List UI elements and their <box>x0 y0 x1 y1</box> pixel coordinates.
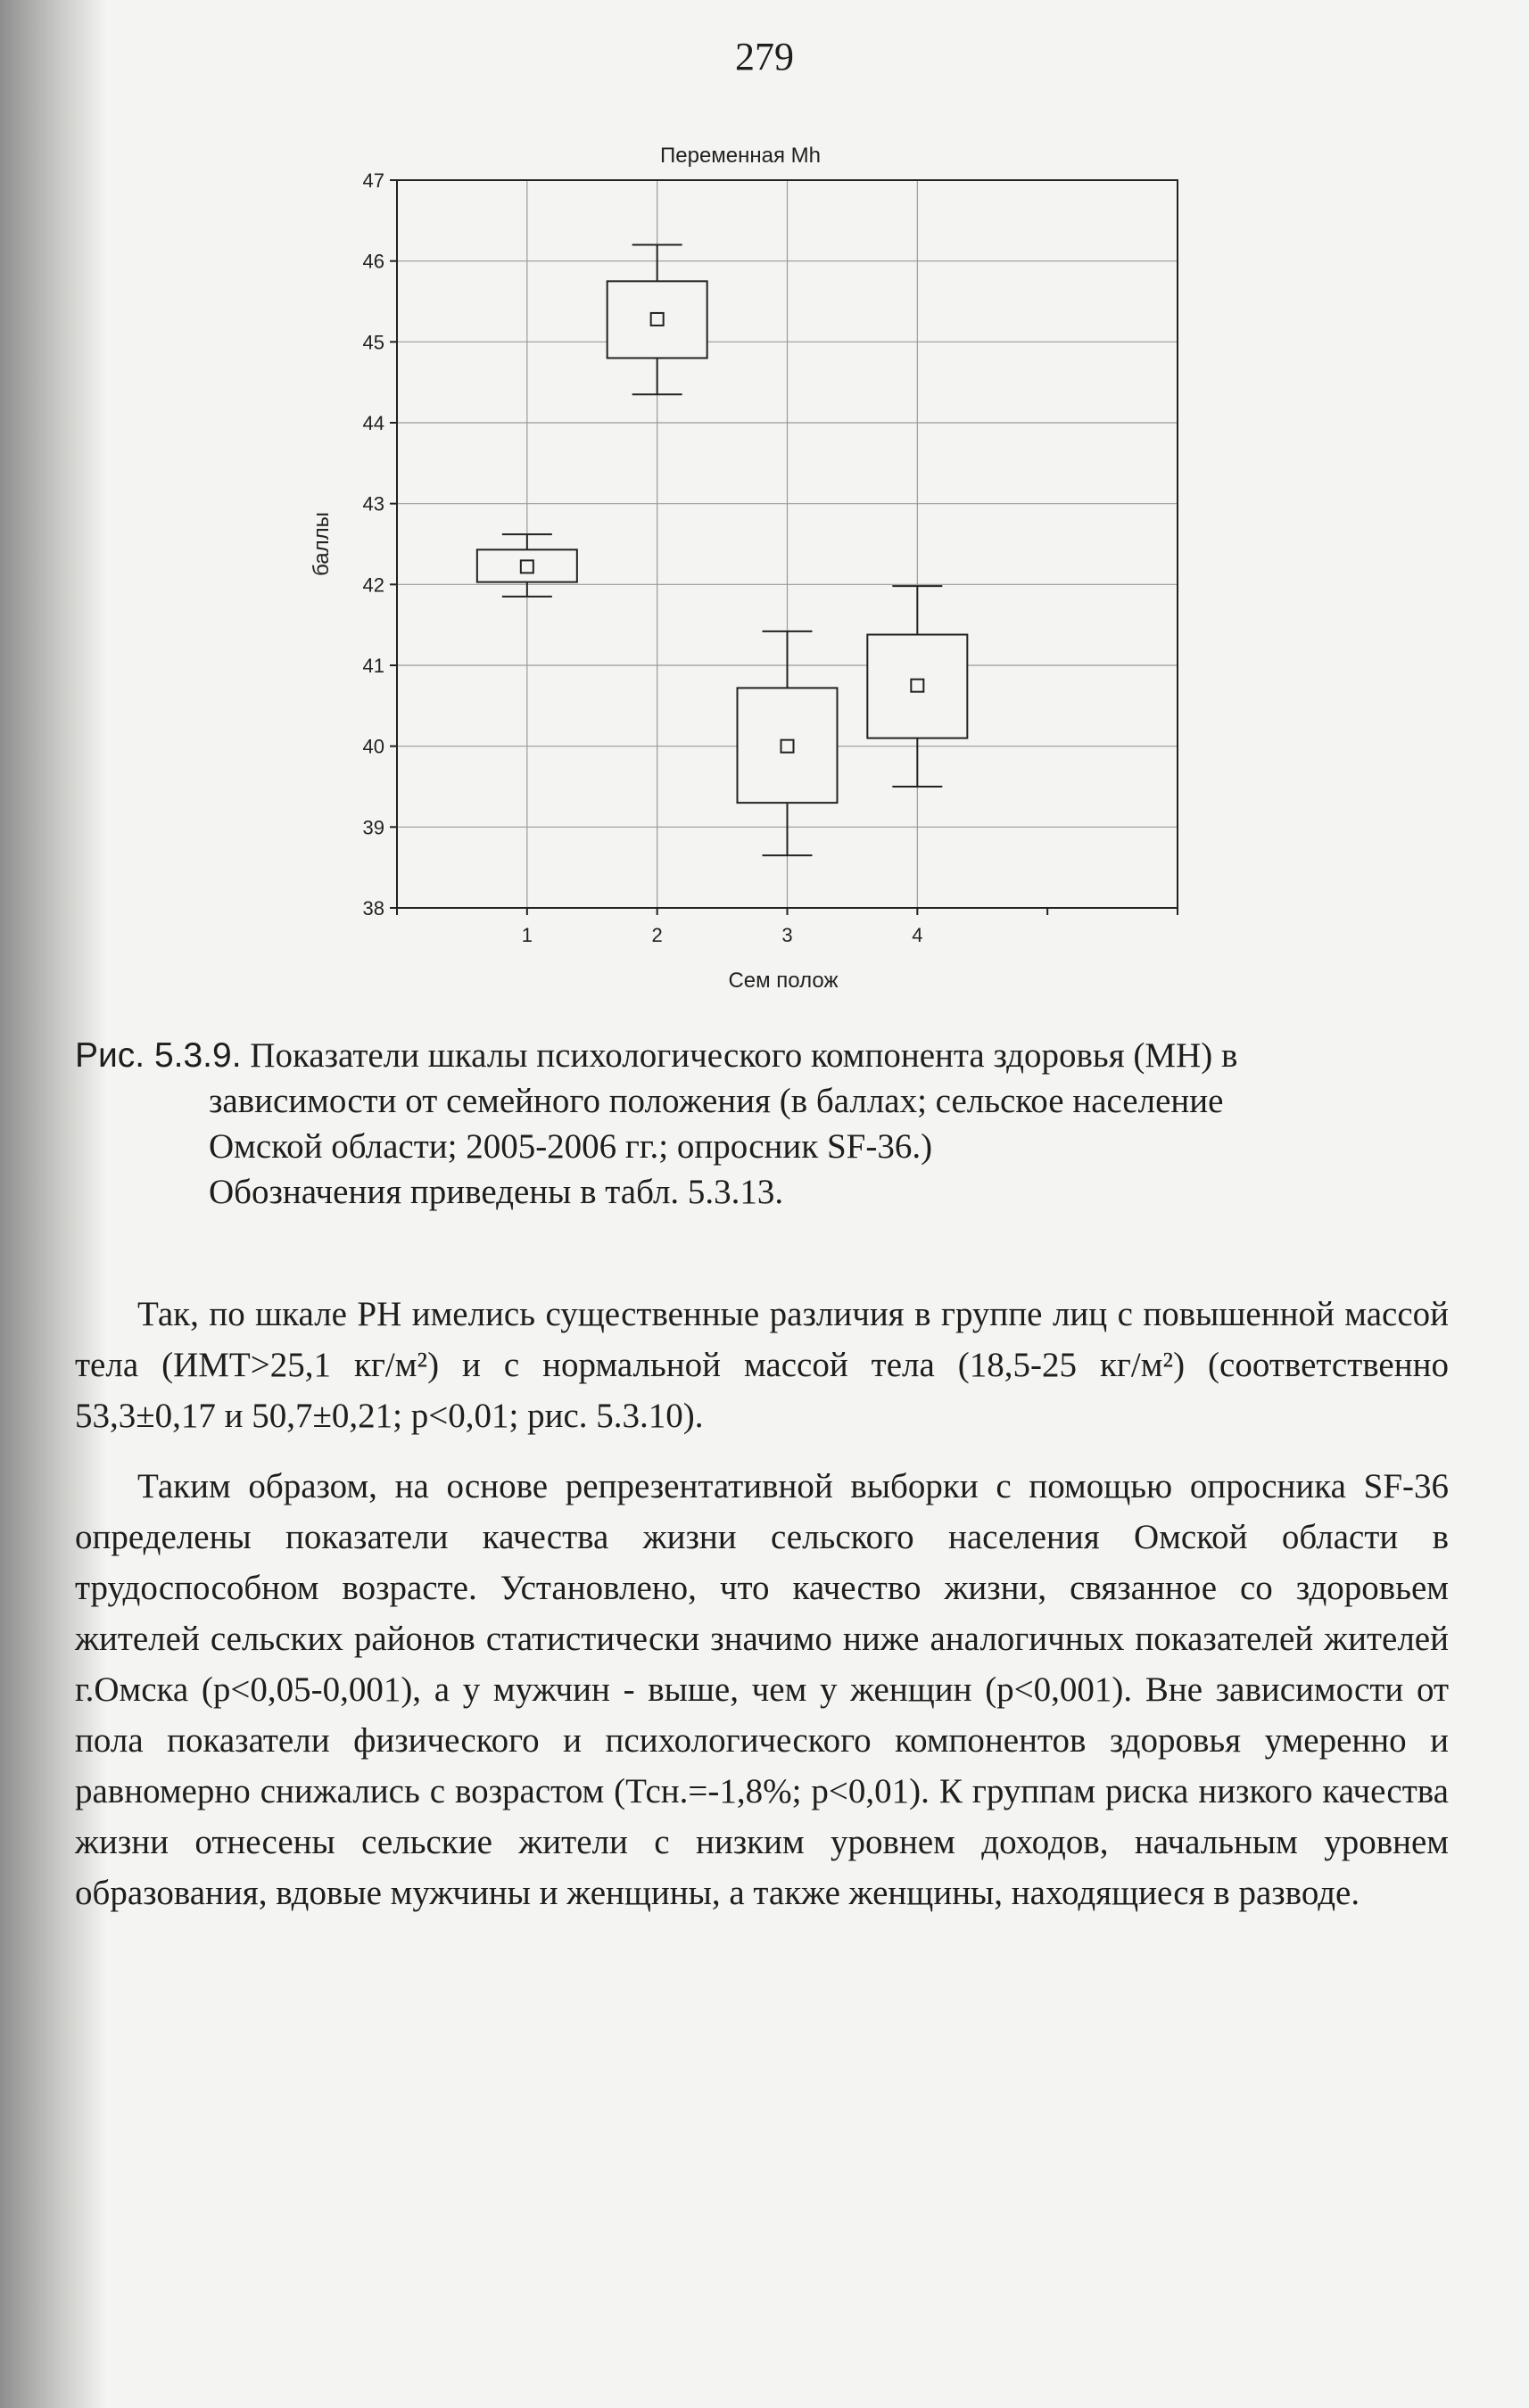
mean-marker <box>651 313 664 326</box>
chart-title: Переменная Mh <box>660 144 821 168</box>
box-group <box>477 534 577 597</box>
y-tick-label: 41 <box>362 655 384 677</box>
y-tick-label: 42 <box>362 573 384 597</box>
mean-marker <box>781 740 794 753</box>
y-tick-label: 44 <box>362 412 384 434</box>
y-tick-label: 39 <box>362 816 384 839</box>
mean-marker <box>521 560 533 573</box>
paragraph-1: Так, по шкале PH имелись существенные различия в группе лиц с повышенной массой тела (ИМТ>25,1 кг/м²) и с нормальной массой тела (18,5-25 кг/м²) (соответственно 53,3±0,17 и 50,7±0,21; p<0,01; рис. 5.3.10). <box>75 1295 1449 1435</box>
x-tick-label: 2 <box>651 924 663 946</box>
caption-label: Рис. 5.3.9. <box>75 1036 242 1075</box>
mean-marker <box>911 680 923 692</box>
box-group <box>607 245 707 395</box>
y-tick-label: 46 <box>362 250 384 273</box>
figure-caption <box>75 1033 1467 1215</box>
caption-text-1: Показатели шкалы психологического компонента здоровья (МН) в <box>250 1036 1238 1075</box>
x-axis-label: Сем полож <box>728 969 839 993</box>
y-axis-label: баллы <box>310 512 334 576</box>
figure-box-plot <box>268 134 1213 1003</box>
caption-line-1 <box>75 1033 1467 1078</box>
y-tick-label: 45 <box>362 331 384 354</box>
boxes <box>477 245 967 856</box>
x-tick-label: 4 <box>912 924 923 946</box>
box-plot-chart <box>268 134 1213 1003</box>
caption-line-3: Омской области; 2005-2006 гг.; опросник SF-36.) <box>209 1127 933 1166</box>
caption-line-4: Обозначения приведены в табл. 5.3.13. <box>209 1173 784 1211</box>
page-number: 279 <box>735 35 794 78</box>
y-tick-label: 40 <box>362 735 384 758</box>
x-tick-label: 3 <box>781 924 793 946</box>
y-tick-label: 38 <box>362 897 384 919</box>
caption-line-2: зависимости от семейного положения (в баллах; сельское население <box>209 1082 1224 1120</box>
box-group <box>867 586 967 787</box>
x-tick-label: 1 <box>521 924 533 946</box>
body-text <box>75 1289 1449 1938</box>
y-tick-label: 47 <box>362 169 384 192</box>
paragraph-2: Таким образом, на основе репрезентативной выборки с помощью опросника SF-36 определены показатели качества жизни сельского населения Омской области в трудоспособном возрасте. Установлено, что качество жизни, связанное со здоровьем жителей сельских районов статистически значимо ниже аналогичных показателей жителей г.Омска (p<0,05-0,001), а у мужчин - выше, чем у женщин (p<0,001). Вне зависимости от пола показатели физического и психологического компонентов здоровья умеренно и равномерно снижались с возрастом (Тсн.=-1,8%; p<0,01). К группам риска низкого качества жизни отнесены сельские жители с низким уровнем доходов, начальным уровнем образования, вдовые мужчины и женщины, а также женщины, находящиеся в разводе. <box>75 1467 1449 1912</box>
y-tick-label: 43 <box>362 492 384 515</box>
